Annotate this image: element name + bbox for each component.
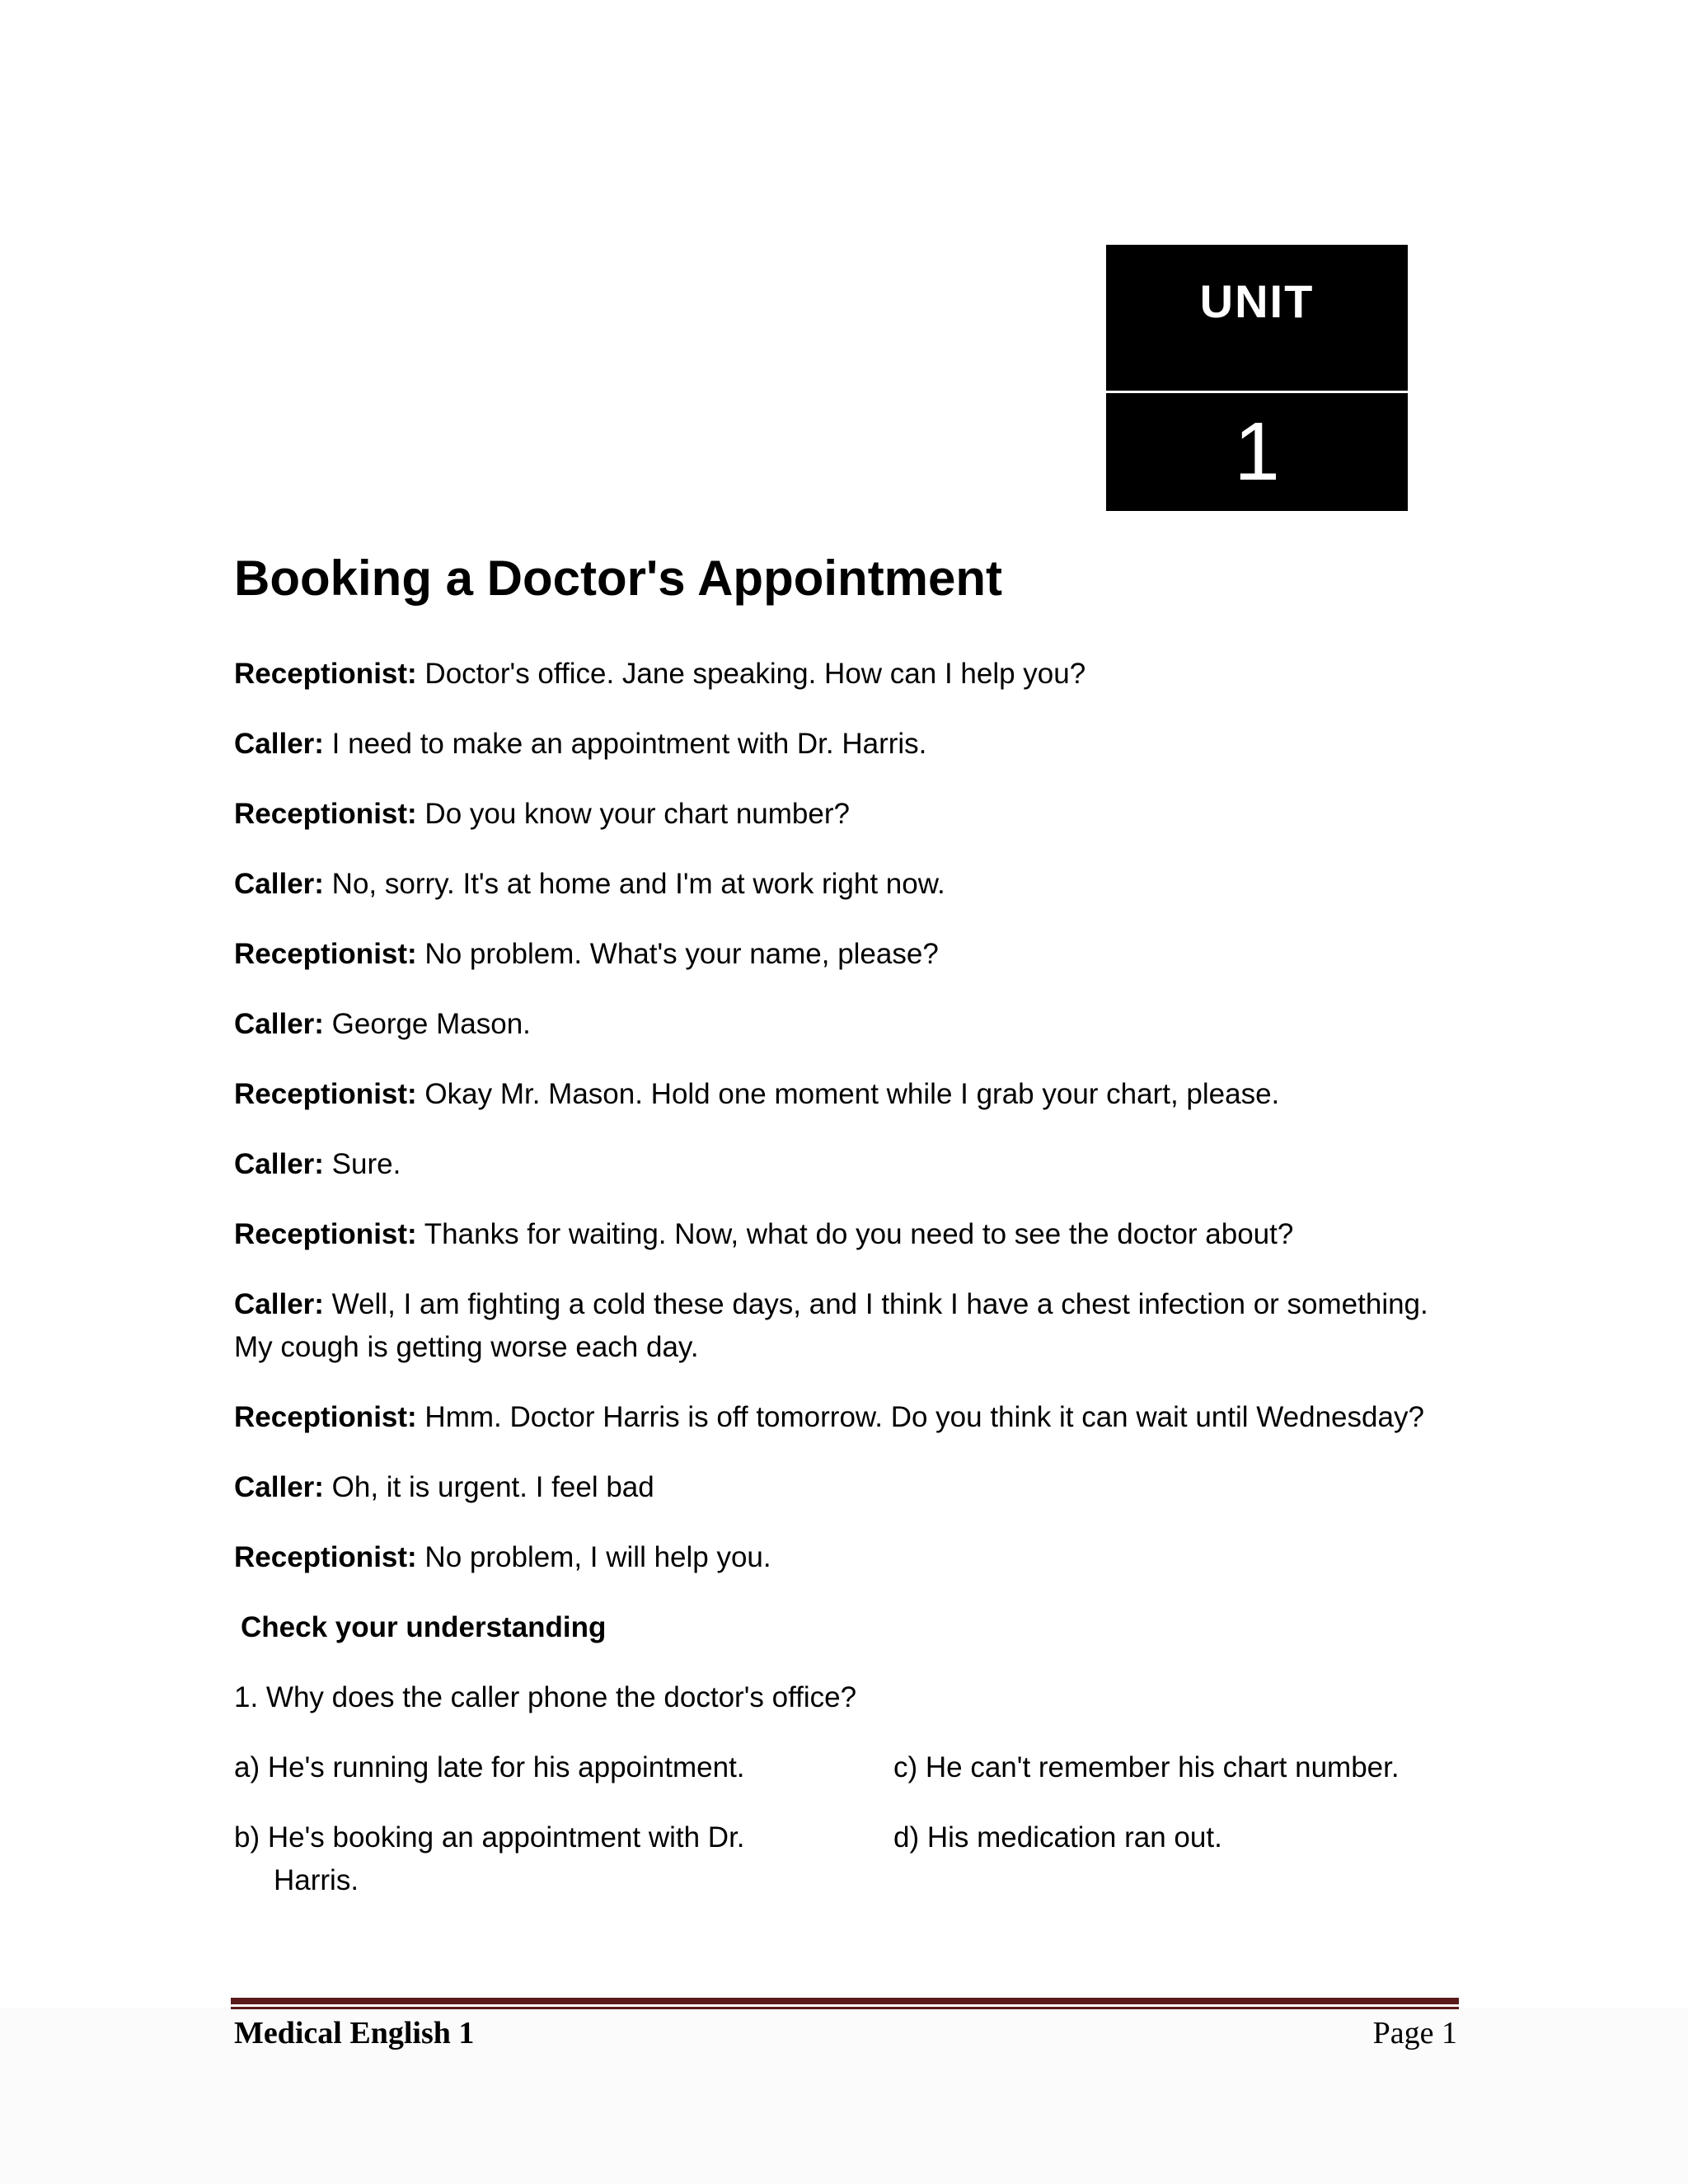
page-content: [234, 544, 1437, 1902]
dialogue-line: [234, 1466, 1437, 1509]
speaker-label: Caller:: [234, 1008, 324, 1040]
speaker-label: Receptionist:: [234, 658, 417, 690]
option-c: c) He can't remember his chart number.: [893, 1751, 1400, 1783]
dialogue-text: I need to make an appointment with Dr. Harris.: [323, 728, 927, 760]
dialogue-text: Doctor's office. Jane speaking. How can I help you?: [416, 658, 1086, 690]
dialogue-line: [234, 1003, 1437, 1046]
unit-badge: [1106, 245, 1408, 511]
unit-label-block: [1106, 245, 1408, 391]
dialogue-text: Oh, it is urgent. I feel bad: [323, 1471, 654, 1503]
dialogue-line: [234, 933, 1437, 976]
option-a: a) He's running late for his appointment.: [234, 1751, 745, 1783]
footer-rule: [231, 1998, 1459, 2009]
speaker-label: Receptionist:: [234, 1541, 417, 1573]
speaker-label: Caller:: [234, 728, 324, 760]
speaker-label: Receptionist:: [234, 1078, 417, 1110]
dialogue-text: George Mason.: [323, 1008, 531, 1040]
footer-course-title: Medical English 1: [234, 2016, 475, 2050]
unit-number: 1: [1106, 393, 1408, 511]
dialogue-text: Thanks for waiting. Now, what do you need to see the doctor about?: [416, 1218, 1294, 1250]
dialogue-line: [234, 1143, 1437, 1186]
dialogue-line: [234, 863, 1437, 906]
dialogue-text: No problem, I will help you.: [416, 1541, 771, 1573]
dialogue-line: [234, 723, 1437, 766]
answer-options: [234, 1746, 1437, 1902]
option-b-line1: b) He's booking an appointment with Dr.: [234, 1821, 745, 1854]
dialogue-line: [234, 1536, 1437, 1579]
dialogue-text: Do you know your chart number?: [416, 798, 850, 830]
question-text: 1. Why does the caller phone the doctor's office?: [234, 1681, 857, 1713]
dialogue-line: [234, 1073, 1437, 1116]
footer-page-number: Page 1: [1372, 2016, 1457, 2050]
dialogue-line: [234, 1396, 1437, 1439]
dialogue-text: No problem. What's your name, please?: [416, 938, 939, 970]
speaker-label: Receptionist:: [234, 798, 417, 830]
option-b: [234, 1816, 893, 1902]
dialogue-text: Okay Mr. Mason. Hold one moment while I grab your chart, please.: [416, 1078, 1280, 1110]
option-b-line2: Harris.: [274, 1864, 359, 1896]
dialogue-text: Well, I am fighting a cold these days, and I think I have a chest infection or something. My cough is getting worse each day.: [234, 1288, 1428, 1363]
dialogue-line: [234, 793, 1437, 836]
unit-label: UNIT: [1199, 275, 1315, 327]
page-title: Booking a Doctor's Appointment: [234, 551, 1003, 606]
dialogue-text: Sure.: [323, 1148, 401, 1180]
dialogue-text: Hmm. Doctor Harris is off tomorrow. Do you think it can wait until Wednesday?: [416, 1401, 1424, 1433]
speaker-label: Caller:: [234, 868, 324, 900]
dialogue-line: [234, 1283, 1437, 1369]
option-d: d) His medication ran out.: [893, 1821, 1222, 1854]
speaker-label: Caller:: [234, 1471, 324, 1503]
dialogue-text: No, sorry. It's at home and I'm at work right now.: [323, 868, 945, 900]
speaker-label: Receptionist:: [234, 1218, 417, 1250]
speaker-label: Caller:: [234, 1148, 324, 1180]
speaker-label: Receptionist:: [234, 1401, 417, 1433]
dialogue-line: [234, 653, 1437, 696]
page-footer: [234, 2009, 1457, 2057]
dialogue: [234, 653, 1437, 1579]
dialogue-line: [234, 1213, 1437, 1256]
speaker-label: Receptionist:: [234, 938, 417, 970]
speaker-label: Caller:: [234, 1288, 324, 1320]
check-heading: Check your understanding: [241, 1611, 607, 1643]
